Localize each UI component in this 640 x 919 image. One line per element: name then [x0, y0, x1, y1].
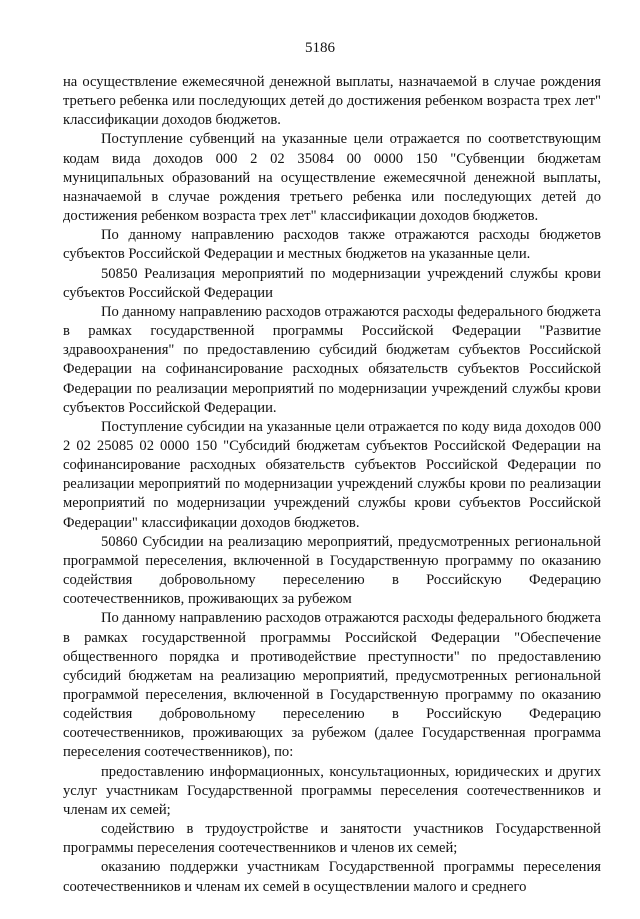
page-number: 5186: [305, 40, 335, 56]
section-heading-50860: 50860 Субсидии на реализацию мероприятий, предусмотренных региональной программой переселения, включенной в Государственную программу по оказанию содействия добровольному переселению в Российскую Федерацию соотечественников, проживающих за рубежом: [63, 533, 601, 608]
paragraph-budget-expenses: По данному направлению расходов также отражаются расходы бюджетов субъектов Российской Федерации и местных бюджетов на указанные цели.: [63, 227, 601, 263]
paragraph-subvention-income: Поступление субвенций на указанные цели отражается по соответствующим кодам вида доходов 000 2 02 35084 00 0000 150 "Субвенции бюджетам муниципальных образований на осуществление ежемесячной денежной выплаты, назначаемой в случае рождения третьего ребенка или последующих детей до достижения ребенком возраста трех лет" классификации доходов бюджетов.: [63, 131, 601, 225]
paragraph-continuation: на осуществление ежемесячной денежной выплаты, назначаемой в случае рождения третьего ребенка или последующих детей до достижения ребенком возраста трех лет" классификации доходов бюджетов.: [63, 74, 601, 129]
section-heading-50850: 50850 Реализация мероприятий по модернизации учреждений службы крови субъектов Российской Федерации: [63, 265, 601, 301]
paragraph-50850-income: Поступление субсидии на указанные цели отражается по коду вида доходов 000 2 02 25085 02 0000 150 "Субсидий бюджетам субъектов Российской Федерации на софинансирование расходных обязательств субъектов Российской Федерации по реализации мероприятий по модернизации учреждений службы крови по реализации мероприятий по модернизации учреждений службы крови субъектов Российской Федерации" классификации доходов бюджетов.: [63, 418, 601, 531]
body-text: [63, 73, 601, 897]
list-item-information-services: предоставлению информационных, консультационных, юридических и других услуг участникам Государственной программы переселения соотечественников и членам их семей;: [63, 763, 601, 818]
paragraph-50850-expenses: По данному направлению расходов отражаются расходы федерального бюджета в рамках государственной программы Российской Федерации "Развитие здравоохранения" по предоставлению субсидий бюджетам субъектов Российской Федерации на софинансирование расходных обязательств субъектов Российской Федерации по реализации мероприятий по модернизации учреждений службы крови субъектов Российской Федерации.: [63, 303, 601, 416]
list-item-business-support: оказанию поддержки участникам Государственной программы переселения соотечественников и членам их семей в осуществлении малого и среднего: [63, 859, 601, 895]
list-item-employment: содействию в трудоустройстве и занятости участников Государственной программы переселения соотечественников и членов их семей;: [63, 821, 601, 857]
paragraph-50860-expenses: По данному направлению расходов отражаются расходы федерального бюджета в рамках государственной программы Российской Федерации "Обеспечение общественного порядка и противодействие преступности" по предоставлению субсидий бюджетам на реализацию мероприятий, предусмотренных региональной программой переселения, включенной в Государственную программу по оказанию содействия добровольному переселению в Российскую Федерацию соотечественников, проживающих за рубежом (далее Государственная программа переселения соотечественников), по:: [63, 610, 601, 761]
